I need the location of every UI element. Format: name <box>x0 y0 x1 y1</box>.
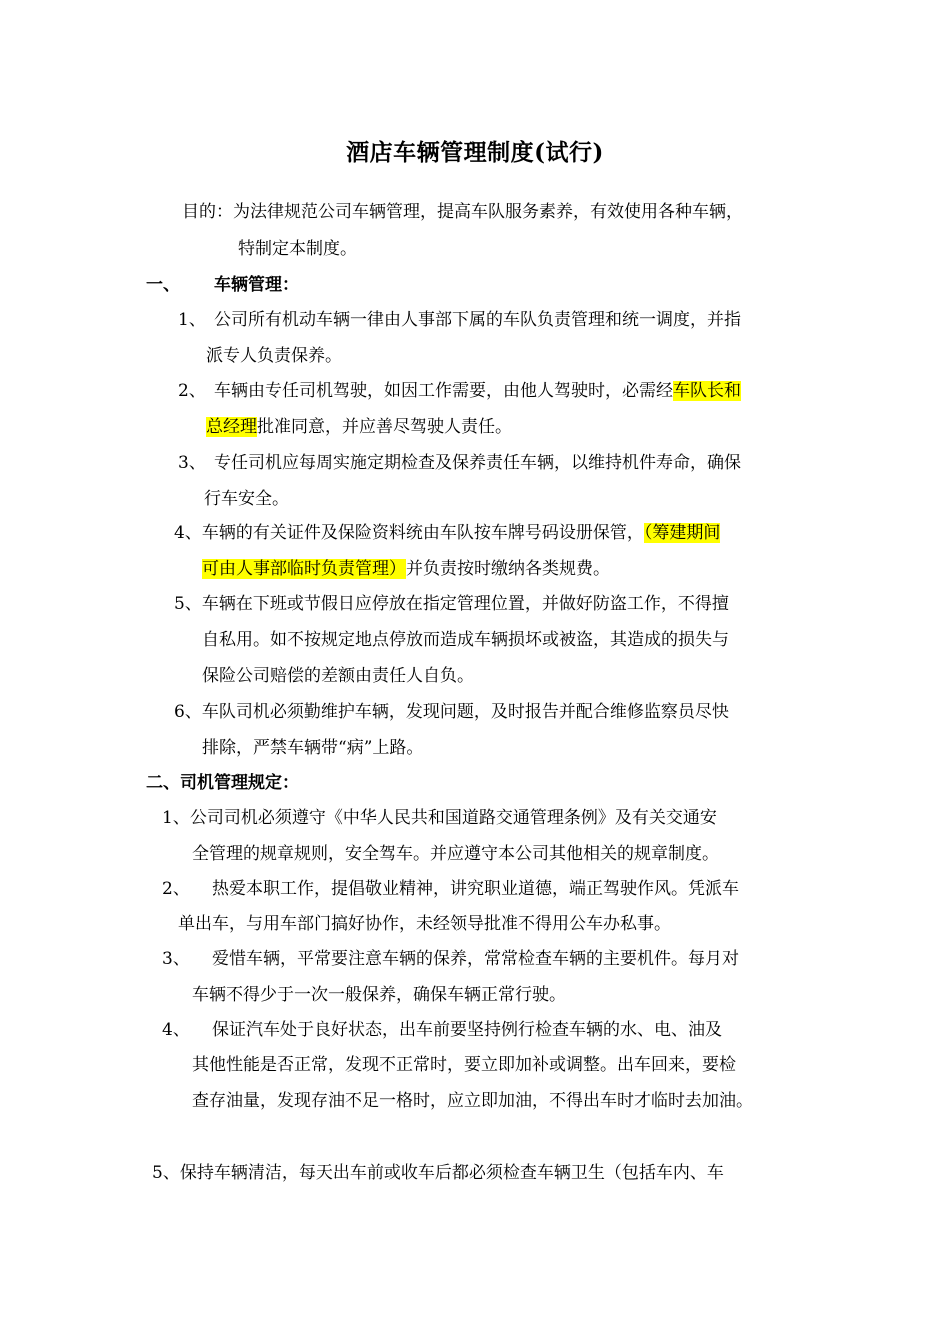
s1-item-4-line-1 <box>174 521 720 545</box>
s2-item-2-line-1: 热爱本职工作，提倡敬业精神，讲究职业道德，端正驾驶作风。凭派车 <box>212 879 739 899</box>
s1-item-2-number: 2、 <box>178 381 206 401</box>
s2-item-5-line-1: 5、保持车辆清洁，每天出车前或收车后都必须检查车辆卫生（包括车内、车 <box>152 1163 724 1183</box>
s2-item-3-line-2: 车辆不得少于一次一般保养，确保车辆正常行驶。 <box>192 985 566 1005</box>
s1-item-6-line-1: 6、车队司机必须勤维护车辆，发现问题，及时报告并配合维修监察员尽快 <box>174 702 729 722</box>
s2-item-3-line-1: 爱惜车辆，平常要注意车辆的保养，常常检查车辆的主要机件。每月对 <box>212 949 739 969</box>
s1-item-2-text-b: 批准同意，并应善尽驾驶人责任。 <box>257 417 512 437</box>
purpose-line-2: 特制定本制度。 <box>238 239 357 259</box>
s1-item-5-line-1: 5、车辆在下班或节假日应停放在指定管理位置，并做好防盗工作，不得擅 <box>174 594 729 614</box>
s1-item-4-text-a: 4、车辆的有关证件及保险资料统由车队按车牌号码设册保管， <box>174 523 644 543</box>
s2-item-2-line-2: 单出车，与用车部门搞好协作，未经领导批准不得用公车办私事。 <box>178 914 671 934</box>
s1-item-4-text-b: 并负责按时缴纳各类规费。 <box>406 559 610 579</box>
s1-item-2-highlight-1: 车队长和 <box>673 381 741 401</box>
s2-item-1-line-1: 1、公司司机必须遵守《中华人民共和国道路交通管理条例》及有关交通安 <box>162 808 717 828</box>
s1-item-1-line-2: 派专人负责保养。 <box>206 346 342 366</box>
s2-item-4-line-1: 保证汽车处于良好状态，出车前要坚持例行检查车辆的水、电、油及 <box>212 1020 722 1040</box>
s1-item-2-text-a: 车辆由专任司机驾驶，如因工作需要，由他人驾驶时，必需经 <box>214 381 673 401</box>
document-title: 酒店车辆管理制度(试行) <box>346 139 604 166</box>
s1-item-2-line-2 <box>206 415 512 439</box>
s1-item-5-line-3: 保险公司赔偿的差额由责任人自负。 <box>202 666 474 686</box>
s2-item-4-line-3: 查存油量，发现存油不足一格时，应立即加油，不得出车时才临时去加油。 <box>192 1091 753 1111</box>
s2-item-3-number: 3、 <box>162 949 190 969</box>
s1-item-6-line-2: 排除，严禁车辆带“病”上路。 <box>202 738 424 758</box>
s1-item-3-line-1: 专任司机应每周实施定期检查及保养责任车辆，以维持机件寿命，确保 <box>214 453 741 473</box>
s2-item-4-number: 4、 <box>162 1020 190 1040</box>
s1-item-4-line-2 <box>202 557 610 581</box>
s1-item-3-line-2: 行车安全。 <box>204 489 289 509</box>
s1-item-1-line-1: 公司所有机动车辆一律由人事部下属的车队负责管理和统一调度，并指 <box>214 310 741 330</box>
section-1-heading: 车辆管理： <box>214 275 299 295</box>
s2-item-2-number: 2、 <box>162 879 190 899</box>
s1-item-5-line-2: 自私用。如不按规定地点停放而造成车辆损坏或被盗，其造成的损失与 <box>202 630 729 650</box>
s1-item-2-line-1 <box>214 379 741 403</box>
s1-item-4-highlight-1: （筹建期间 <box>643 523 721 543</box>
purpose-line-1: 目的：为法律规范公司车辆管理，提高车队服务素养，有效使用各种车辆， <box>182 202 743 222</box>
s1-item-3-number: 3、 <box>178 453 206 473</box>
section-1-number: 一、 <box>146 275 180 295</box>
s2-item-1-line-2: 全管理的规章规则，安全驾车。并应遵守本公司其他相关的规章制度。 <box>192 844 719 864</box>
s1-item-4-highlight-2: 可由人事部临时负责管理） <box>202 559 406 579</box>
s1-item-1-number: 1、 <box>178 310 206 330</box>
s1-item-2-highlight-2: 总经理 <box>206 417 257 437</box>
section-2-heading: 二、司机管理规定： <box>146 773 299 793</box>
s2-item-4-line-2: 其他性能是否正常，发现不正常时，要立即加补或调整。出车回来，要检 <box>192 1055 736 1075</box>
